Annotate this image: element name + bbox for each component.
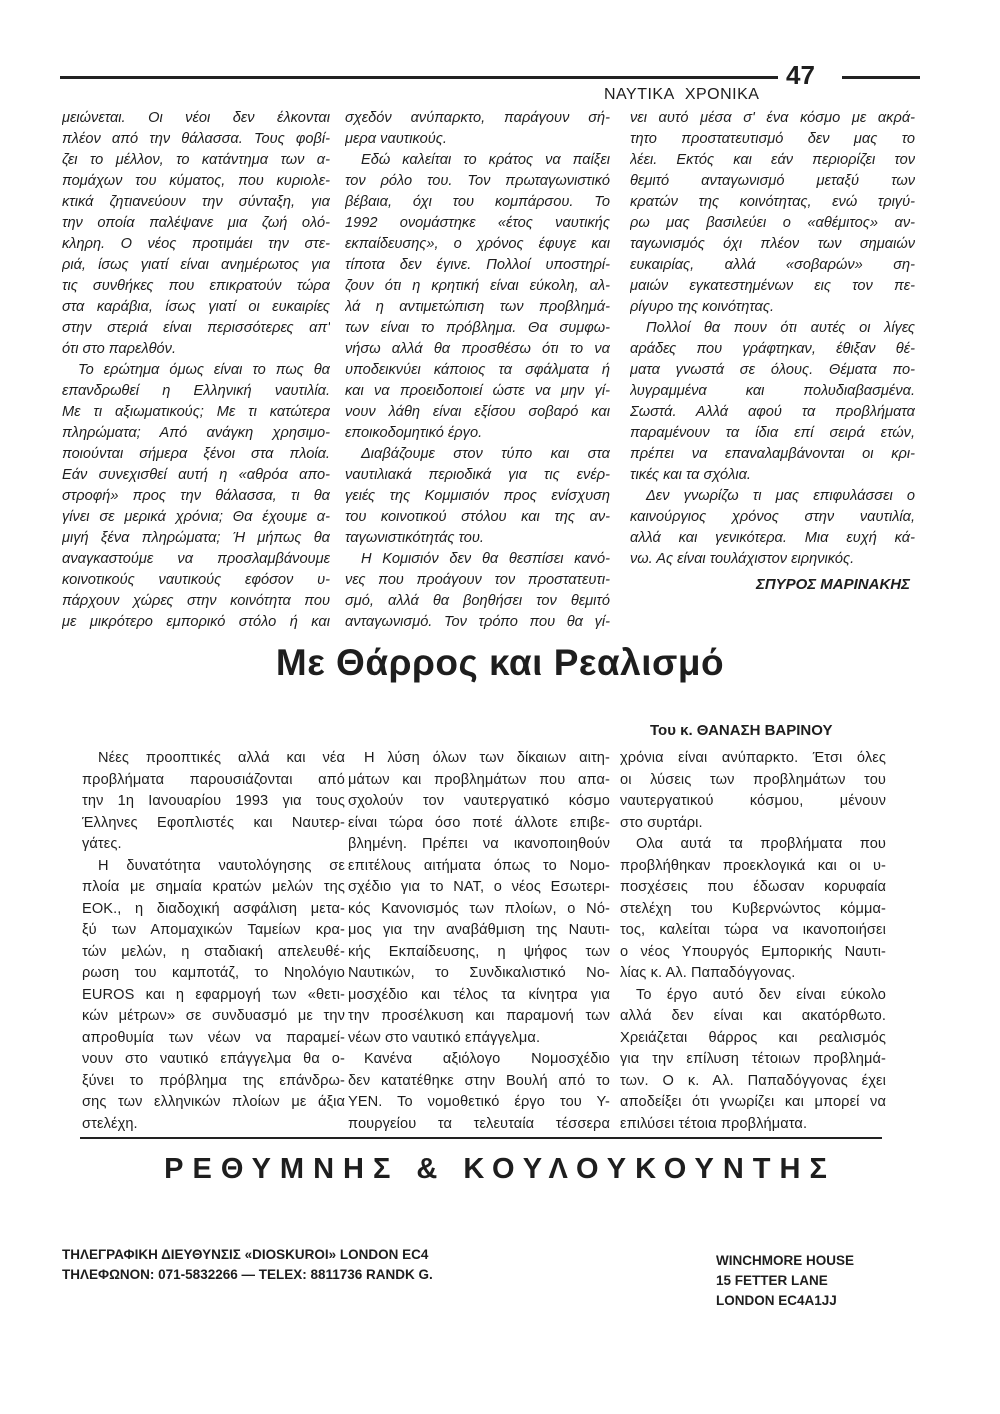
text-line: ποιούνται σήμερα ξένοι στα πλοία.	[62, 446, 330, 462]
text-line: μάτων και προβλημάτων που απα-	[348, 771, 610, 788]
paragraph	[345, 150, 610, 444]
telephone-telex: ΤΗΛΕΦΩΝΟΝ: 071-5832266 — TELEX: 8811736 RANDK G.	[62, 1267, 433, 1282]
text-line: ο νέος Υπουργός Εμπορικής Ναυτι-	[620, 943, 886, 960]
text-line: στην στεριά είναι περισσότερες απ'	[62, 320, 330, 336]
top-article-column-1	[62, 108, 330, 633]
text-line: Κανένα αξιόλογο Νομοσχέδιο	[364, 1051, 610, 1067]
text-line: Εάν συνεχισθεί αυτή η «αθρόα απο-	[62, 467, 330, 483]
paragraph	[62, 360, 330, 633]
text-line: προβλήματα παρουσιάζονται από	[82, 771, 345, 788]
text-line: μειώνεται. Οι νέοι δεν έλκονται	[62, 110, 330, 126]
text-line: την προσέλκυση και παραμονή των	[348, 1008, 610, 1024]
paragraph	[345, 108, 610, 150]
text-line: Με τι αξιωματικούς; Με τι κατώτερα	[62, 404, 330, 420]
text-line: θεμιτό ανταγωνισμό μεταξύ των	[630, 173, 915, 189]
top-article-column-2	[345, 108, 610, 633]
text-line: τις συνθήκες που επικρατούν τώρα	[62, 278, 330, 294]
text-line: σχέδιο για το ΝΑΤ, ο νέος Εσωτερι-	[348, 879, 610, 895]
header-rule-right	[842, 76, 920, 79]
text-line: την 1η Ιανουαρίου 1993 για τους	[82, 793, 345, 809]
text-line: βλημένη. Πρέπει να ικανοποιηθούν	[348, 836, 610, 852]
author-signature: ΣΠΥΡΟΣ ΜΑΡΙΝΑΚΗΣ	[755, 576, 910, 593]
text-line: Ολα αυτά τα προβλήματα που	[636, 836, 886, 852]
text-line: γάτες.	[82, 836, 122, 852]
paragraph	[82, 748, 345, 856]
text-line: αλλά δεν είναι και ακατόρθωτο.	[620, 1008, 886, 1024]
paragraph	[82, 856, 345, 1136]
text-line: υποδεικνύει κάποιος τα σφάλματα ή	[345, 362, 610, 378]
paragraph	[62, 108, 330, 360]
text-line: νες που προάγουν τον προστατευτι-	[345, 572, 610, 588]
text-line: εποικοδομητικό έργο.	[345, 425, 483, 441]
text-line: Η δυνατότητα ναυτολόγησης σε	[98, 857, 345, 874]
text-line: κών μέτρων» σε συνδυασμό με την	[82, 1008, 345, 1024]
paragraph	[345, 444, 610, 549]
bottom-article-column-1	[82, 748, 345, 1135]
text-line: νέων στο ναυτικό επάγγελμα.	[348, 1029, 541, 1046]
text-line: Εδώ καλείται το κράτος να παίξει	[361, 152, 610, 168]
paragraph	[345, 549, 610, 633]
text-line: στροφή» προς την θάλασσα, τι θα	[62, 488, 330, 504]
text-line: εκπαίδευσης», ο χρόνος έφυγε και	[345, 236, 610, 252]
paragraph	[630, 108, 915, 318]
paragraph	[620, 748, 886, 834]
text-line: ματα γνωστά σε όλους. Θέματα πο-	[630, 362, 915, 378]
paragraph	[348, 748, 610, 1049]
text-line: μιγή ξένα πληρώματα; Ή μήπως θα	[62, 530, 330, 546]
advertiser-company-name: ΡΕΘΥΜΝΗΣ & ΚΟΥΛΟΥΚΟΥΝΤΗΣ	[164, 1153, 836, 1185]
address-line: LONDON EC4A1JJ	[716, 1293, 837, 1308]
text-line: ρίγυρο της κοινότητας.	[630, 299, 775, 315]
text-line: κρατών της κοινότητας, ενώ τριγύ-	[630, 194, 915, 210]
text-line: σχολούν τον ναυτεργατικό κόσμο	[348, 793, 610, 809]
contact-block	[62, 1245, 433, 1285]
article-byline: Του κ. ΘΑΝΑΣΗ ΒΑΡΙΝΟΥ	[650, 722, 833, 739]
text-line: επανδρωθεί η Ελληνική ναυτιλία.	[62, 383, 330, 399]
text-line: την οποία παλέψανε μια ζωή ολό-	[62, 215, 330, 231]
article-headline: Με Θάρρος και Ρεαλισμό	[275, 642, 725, 683]
text-line: μος για την αναβάθμιση της Ναυτι-	[348, 922, 610, 938]
text-line: ταγωνιστικότητάς του.	[345, 530, 484, 546]
text-line: Ναυτικών, το Συνδικαλιστικό Νο-	[348, 965, 610, 981]
text-line: προβλήθηκαν προεκλογικά και οι υ-	[620, 857, 886, 874]
text-line: ΥΕΝ. Το νομοθετικό έργο του Υ-	[348, 1094, 610, 1110]
text-line: στα καράβια, ίσως γιατί οι ευκαιρίες	[62, 299, 330, 315]
text-line: λέει. Εκτός και εάν περιορίζει τον	[630, 152, 915, 168]
text-line: Πολλοί θα πουν ότι αυτές οι λίγες	[646, 320, 915, 336]
bottom-article-column-2	[348, 748, 610, 1135]
text-line: πομάχων του κύματος, που κυριολε-	[62, 173, 330, 189]
text-line: 1992 ονομάστηκε «έτος ναυτικής	[345, 215, 610, 231]
text-line: Το ερώτημα όμως είναι το πως θα	[78, 362, 330, 378]
text-line: τον ρόλο του. Τον πρωταγωνιστικό	[345, 173, 610, 189]
text-line: Νέες προοπτικές αλλά και νέα	[98, 750, 345, 766]
text-line: κής Εκπαίδευσης, η ψήφος των	[348, 943, 610, 960]
text-line: σμό, αλλά θα βοηθήσει τον θεμιτό	[345, 593, 610, 609]
text-line: ναυτεργατικού κόσμου, μένουν	[620, 793, 886, 809]
address-line: 15 FETTER LANE	[716, 1273, 828, 1288]
text-line: κός Κανονισμός των πλοίων, ο Νό-	[348, 900, 610, 917]
text-line: μαιών εγκατεστημένων εις τον πε-	[630, 278, 915, 294]
text-line: Το έργο αυτό δεν είναι εύκολο	[636, 986, 886, 1003]
text-line: με μικρότερο εμπορικό στόλο ή και	[62, 614, 330, 630]
text-line: Έλληνες Εφοπλιστές και Ναυτερ-	[82, 814, 345, 831]
text-line: Δεν γνωρίζω τι μας επιφυλάσσει ο	[646, 488, 915, 504]
text-line: ότι στο παρελθόν.	[62, 341, 177, 357]
text-line: τών μελών, η σταδιακή απελευθέ-	[82, 943, 345, 960]
text-line: νει αυτό μέσα σ' ένα κόσμο με ακρά-	[630, 110, 915, 126]
text-line: των. Ο κ. Αλ. Παπαδόγγονας έχει	[620, 1072, 886, 1089]
text-line: γειές της Κομμισιόν προς ενίσχυση	[345, 488, 610, 504]
text-line: απροθυμία των νέων να παραμεί-	[82, 1029, 345, 1046]
text-line: σης των ελληνικών πλοίων με άξια	[82, 1094, 345, 1110]
page-number: 47	[786, 60, 815, 90]
text-line: σχεδόν ανύπαρκτο, παράγουν σή-	[345, 110, 610, 126]
text-line: ποσχέσεις που έδωσαν κορυφαία	[620, 879, 886, 895]
text-line: καινούργιος χρόνος στην ναυτιλία,	[630, 509, 915, 525]
text-line: λυγραμμένα και πολυδιαβασμένα.	[630, 383, 915, 399]
article-bottom-rule	[80, 1137, 882, 1139]
text-line: οι λύσεις των προβλημάτων του	[620, 771, 886, 788]
text-line: πλοία με σημαία κρατών μελών της	[82, 879, 345, 895]
bottom-article-column-3	[620, 748, 886, 1135]
text-line: τητο προστατευτισμό δεν μας το	[630, 131, 915, 147]
magazine-title: ΝΑΥΤΙΚΑ ΧΡΟΝΙΚΑ	[604, 86, 760, 103]
text-line: μοσχέδιο και τέλος τα κίνητρα για	[348, 986, 610, 1003]
text-line: ζουν ότι η κρητική είναι εύκολη, αλ-	[345, 278, 610, 294]
text-line: χρόνια είναι ανύπαρκτο. Έτσι όλες	[620, 750, 886, 766]
text-line: Διαβάζουμε στον τύπο και στα	[361, 446, 610, 462]
text-line: νήσω αλλά θα προσθέσω ότι το να	[345, 341, 610, 357]
top-article-column-3	[630, 108, 915, 570]
text-line: μερα ναυτικούς.	[345, 131, 447, 147]
text-line: λίας κ. Αλ. Παπαδόγγονας.	[620, 965, 796, 981]
text-line: νω. Ας είναι τουλάχιστον ειρηνικός.	[630, 551, 855, 567]
text-line: Σωστά. Αλλά αφού τα προβλήματα	[630, 404, 915, 420]
text-line: κτικά ζητιανεύουν την σύνταξη, για	[62, 194, 330, 210]
text-line: επιλύσει τέτοια προβλήματα.	[620, 1115, 808, 1132]
address-line: WINCHMORE HOUSE	[716, 1253, 854, 1268]
text-line: γίνει σε μερικά χρόνια; Θα έχουμε α-	[62, 509, 330, 525]
text-line: Η Κομισιόν δεν θα θεσπίσει κανό-	[361, 551, 610, 567]
header-rule-left	[60, 76, 778, 79]
text-line: ευκαιρίας, αλλά «σοβαρών» ση-	[630, 257, 915, 273]
text-line: και να προειδοποιεί ώστε να μην γί-	[345, 383, 610, 399]
text-line: ξύνει το πρόβλημα της επάνδρω-	[82, 1072, 345, 1089]
text-line: τίποτα δεν έγινε. Πολλοί υποστηρί-	[345, 257, 610, 273]
paragraph	[620, 985, 886, 1136]
text-line: για την επίλυση τέτοιων προβλημά-	[620, 1051, 886, 1067]
text-line: πλέον από την θάλασσα. Τους φοβί-	[62, 131, 330, 147]
text-line: ρωση του καμποτάζ, το Νηολόγιο	[82, 965, 345, 981]
text-line: ΕΟΚ., η διαδοχική ασφάλιση μετα-	[82, 900, 345, 917]
text-line: ριά, ίσως γιατί είναι ανημέρωτος για	[62, 257, 330, 273]
text-line: είναι τώρα όσο ποτέ άλλοτε επιβε-	[348, 814, 610, 831]
text-line: νουν λάθη είναι εξίσου σοβαρό και	[345, 404, 610, 420]
text-line: παραμένουν τα ίδια επί σειρά ετών,	[630, 425, 915, 441]
text-line: κληρη. Ο νέος προτιμάει την στε-	[62, 236, 330, 252]
text-line: πάρχουν χώρες στην κοινότητα που	[62, 593, 330, 609]
text-line: πρέπει να επαναλαμβάνονται οι κρι-	[630, 446, 915, 462]
text-line: ανταγωνισμό. Τον τρόπο που θα γί-	[345, 614, 610, 630]
paragraph	[348, 1049, 610, 1135]
text-line: ζει το μέλλον, το κατάντημα των α-	[62, 152, 330, 168]
postal-address	[716, 1251, 854, 1311]
text-line: στο συρτάρι.	[620, 814, 703, 831]
text-line: αράδες που γράφτηκαν, έθιξαν θέ-	[630, 341, 915, 357]
text-line: στελέχη του Κυβερνώντος κόμμα-	[620, 900, 886, 917]
text-line: δεν κατατέθηκε στην Βουλή από το	[348, 1072, 610, 1089]
text-line: νουν στο ναυτικό επάγγελμα θα ο-	[82, 1051, 345, 1067]
text-line: αναγκαστούμε να προσλαμβάνουμε	[62, 551, 330, 567]
text-line: αλλά και γενικότερα. Μια ευχή κά-	[630, 530, 915, 546]
text-line: Η λύση όλων των δίκαιων αιτη-	[364, 750, 610, 766]
paragraph	[630, 486, 915, 570]
text-line: ξύ των Απομαχικών Ταμείων κρα-	[82, 922, 345, 938]
text-line: ταγωνισμός όχι πλέον των σημαιών	[630, 236, 915, 252]
telegraphic-address: ΤΗΛΕΓΡΑΦΙΚΗ ΔΙΕΥΘΥΝΣΙΣ «DIOSKUROI» LONDON EC4	[62, 1247, 429, 1262]
paragraph	[620, 834, 886, 985]
paragraph	[630, 318, 915, 486]
text-line: ναυτιλιακά περιοδικά για τις ενέρ-	[345, 467, 610, 483]
text-line: λά η αντιμετώπιση των προβλημά-	[345, 299, 610, 315]
text-line: του κοινοτικού στόλου και της αν-	[345, 509, 610, 525]
text-line: τικές και τα σχόλια.	[630, 467, 751, 483]
text-line: κοινοτικούς ναυτικούς εφόσον υ-	[62, 572, 330, 588]
text-line: πληρώματα; Από ανάγκη χρησιμο-	[62, 425, 330, 441]
text-line: στελέχη.	[82, 1115, 138, 1132]
text-line: τος, καλείται τώρα να ικανοποιήσει	[620, 922, 886, 938]
text-line: βέβαια, όχι του κομπάρσου. Το	[345, 194, 610, 210]
text-line: πουργείου τα τελευταία τέσσερα	[348, 1115, 610, 1132]
text-line: EUROS και η εφαρμογή των «θετι-	[82, 986, 345, 1003]
text-line: ρω μας βασιλεύει ο «αθέμιτος» αν-	[630, 215, 915, 231]
text-line: των είναι το πρόβλημα. Θα συμφω-	[345, 320, 610, 336]
text-line: επιτέλους αιτήματα όπως το Νομο-	[348, 857, 610, 874]
text-line: Χρειάζεται θάρρος και ρεαλισμός	[620, 1029, 886, 1046]
text-line: αποδείξει ότι γνωρίζει και μπορεί να	[620, 1094, 886, 1110]
